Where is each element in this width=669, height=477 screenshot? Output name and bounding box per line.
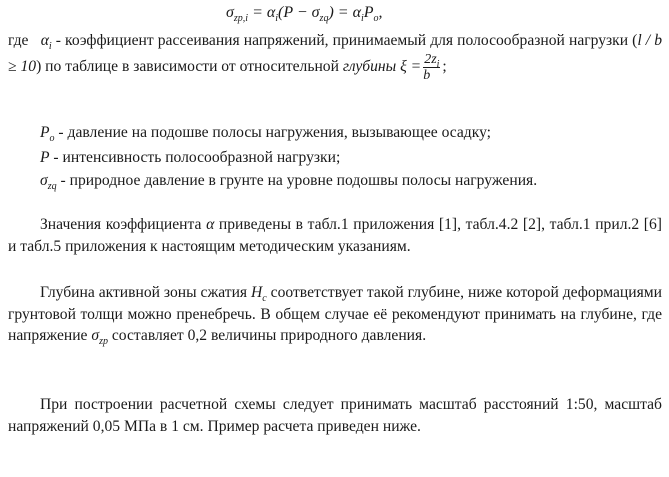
- paragraph-text: Значения коэффициента: [40, 216, 207, 233]
- sigma-symbol: σ: [40, 172, 48, 189]
- po-symbol: P: [40, 124, 50, 141]
- values-paragraph: [8, 214, 662, 257]
- subscript: o: [49, 133, 55, 145]
- load-condition: l / b ≥ 10: [8, 32, 662, 75]
- szq-definition: [8, 170, 662, 192]
- p-symbol: P: [40, 149, 50, 166]
- scheme-paragraph: [8, 394, 662, 437]
- paragraph-text: приведены в табл.1 приложения [1], табл.4.2 [2], табл.1 прил.2 [6] и табл.5 приложения к настоящим методическим указаниям.: [8, 216, 662, 255]
- h-symbol: H: [251, 284, 263, 301]
- subscript: zp,i: [233, 13, 249, 25]
- depth-fraction: [423, 52, 440, 83]
- subscript: zp: [99, 336, 108, 348]
- formula-part: = α: [248, 4, 276, 21]
- subscript: o: [373, 13, 379, 25]
- formula-part: (P − σ: [278, 4, 320, 21]
- xi-symbol: ξ =: [396, 57, 422, 75]
- definition-text: - давление на подошве полосы нагружения, вызывающее осадку;: [54, 124, 492, 141]
- formula-part: P: [363, 4, 374, 21]
- definition-text: ) по таблице в зависимости от относительной: [36, 57, 343, 75]
- alpha-symbol: α: [206, 216, 215, 233]
- definition-text: - интенсивность полосообразной нагрузки;: [49, 149, 341, 166]
- po-definition: [8, 122, 662, 144]
- subscript: zq: [319, 13, 329, 25]
- paragraph-text: соответствует такой глубине, ниже которой деформациями грунтовой толщи можно пренебречь. В общем случае её рекомендуют принимать на глубине, где напряжение: [8, 284, 662, 345]
- subscript: c: [262, 293, 267, 305]
- sigma-symbol: σ: [91, 327, 100, 345]
- subscript: i: [360, 13, 364, 25]
- paragraph-text: составляет 0,2 величины природного давления.: [107, 327, 427, 345]
- paragraph-text: Глубина активной зоны сжатия: [40, 284, 252, 301]
- sigma-symbol: σ: [226, 4, 234, 21]
- stress-formula: [226, 2, 383, 24]
- alpha-definition: [8, 30, 662, 83]
- fraction-numerator: 2z: [424, 51, 437, 67]
- subscript: zq: [47, 181, 57, 193]
- subscript: i: [436, 58, 440, 70]
- alpha-symbol: α: [40, 32, 49, 49]
- subscript: i: [275, 13, 279, 25]
- formula-part: ,: [378, 4, 383, 21]
- definition-text: ;: [442, 57, 447, 75]
- definition-text: - природное давление в грунте на уровне подошвы полосы нагружения.: [56, 172, 538, 189]
- p-definition: [8, 147, 662, 169]
- italic-word: глубины: [342, 57, 397, 75]
- depth-paragraph: [8, 282, 662, 347]
- paragraph-text: При построении расчетной схемы следует принимать масштаб расстояний 1:50, масштаб напряжений 0,05 МПа в 1 см. Пример расчета приведен ниже.: [8, 396, 662, 435]
- definition-text: - коэффициент рассеивания напряжений, принимаемый для полосообразной нагрузки (: [51, 32, 638, 49]
- formula-part: ) = α: [328, 4, 361, 21]
- subscript: i: [48, 41, 52, 53]
- fraction-denominator: b: [423, 67, 431, 83]
- word-gde: где: [8, 32, 29, 49]
